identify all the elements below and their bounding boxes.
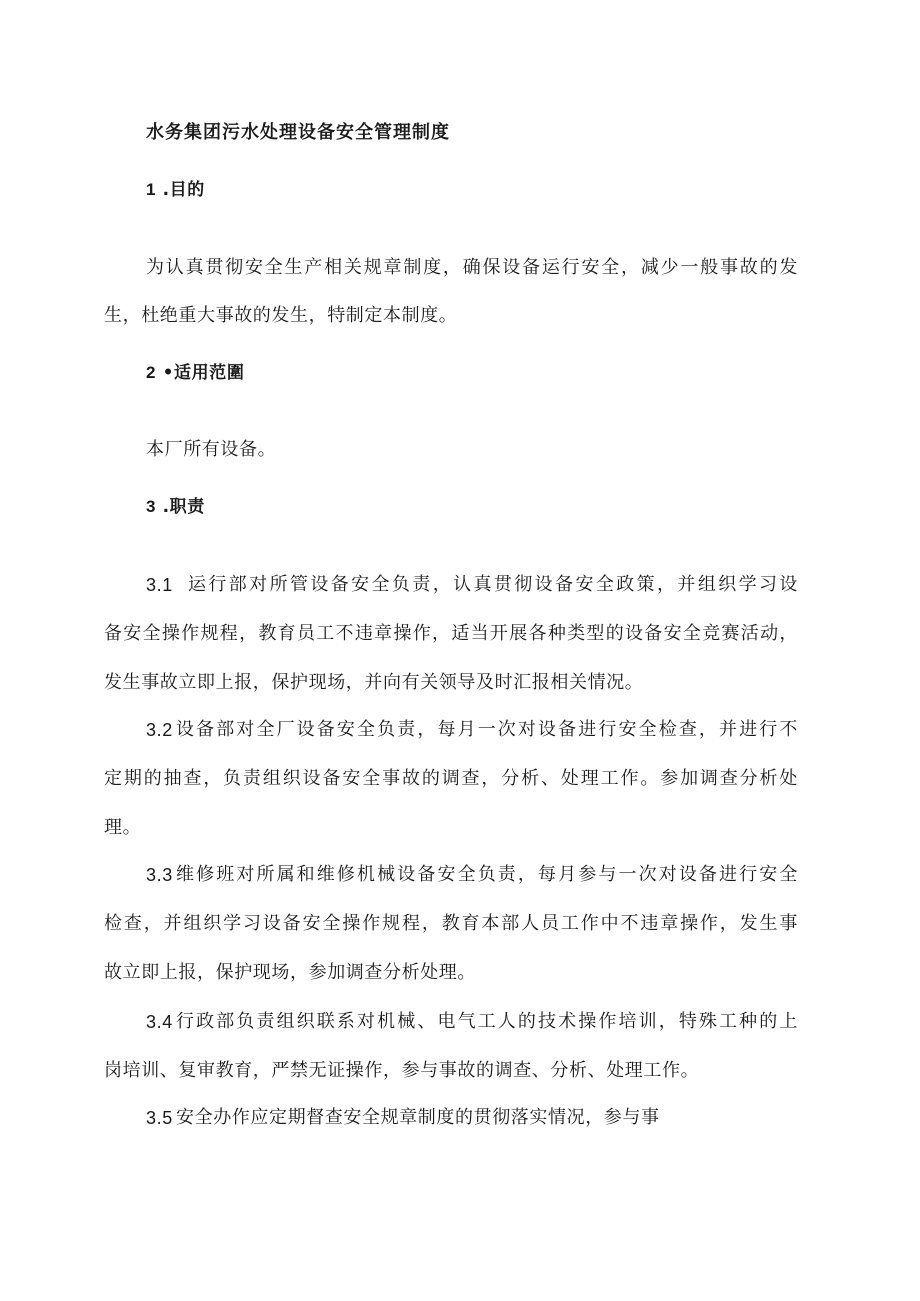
paragraph-line: 理。 [104,817,142,838]
section-title: .目的 [162,180,205,200]
section-heading-1 [146,178,205,202]
paragraph-line: 岗培训、复审教育，严禁无证操作，参与事故的调查、分析、处理工作。 [104,1060,700,1081]
section-title: •适用范圍 [162,363,245,383]
paragraph-line: 本厂所有设备。 [146,439,277,460]
paragraph-line: 检查，并组织学习设备安全操作规程，教育本部人员工作中不违章操作，发生事 [104,913,798,934]
item-number-3-1: 3.1 [146,575,173,595]
section-heading-3 [146,495,205,519]
paragraph-line: 运行部对所管设备安全负责，认真贯彻设备安全政策，并组织学习设 [188,574,798,595]
paragraph-line: 设备部对全厂设备安全负责，每月一次对设备进行安全检查，并进行不 [176,719,798,740]
section-number: 1 [146,180,157,199]
section-title: .职责 [162,497,205,517]
section-heading-2 [146,361,244,385]
section-number: 2 [146,363,157,382]
item-number-3-2: 3.2 [146,720,173,740]
section-number: 3 [146,497,157,516]
paragraph-line: 发生事故立即上报，保护现场，并向有关领导及时汇报相关情况。 [104,672,644,693]
paragraph-line: 生，杜绝重大事故的发生，特制定本制度。 [104,305,458,326]
paragraph-line: 定期的抽查，负责组织设备安全事故的调查，分析、处理工作。参加调查分析处 [104,768,798,789]
paragraph-line: 为认真贯彻安全生产相关规章制度，确保设备运行安全，减少一般事故的发 [146,257,798,278]
paragraph-line: 行政部负责组织联系对机械、电气工人的技术操作培训，特殊工种的上 [176,1011,798,1032]
paragraph-line: 安全办作应定期督查安全规章制度的贯彻落实情况，参与事 [176,1107,660,1128]
paragraph-line: 备安全操作规程，教育员工不违章操作，适当开展各种类型的设备安全竞赛活动， [104,623,798,644]
paragraph-line: 维修班对所属和维修机械设备安全负责，每月参与一次对设备进行安全 [176,864,798,885]
item-number-3-3: 3.3 [146,865,173,885]
document-title: 水务集团污水处理设备安全管理制度 [146,122,450,143]
paragraph-line: 故立即上报，保护现场，参加调查分析处理。 [104,962,476,983]
item-number-3-4: 3.4 [146,1012,173,1032]
item-number-3-5: 3.5 [146,1108,173,1128]
